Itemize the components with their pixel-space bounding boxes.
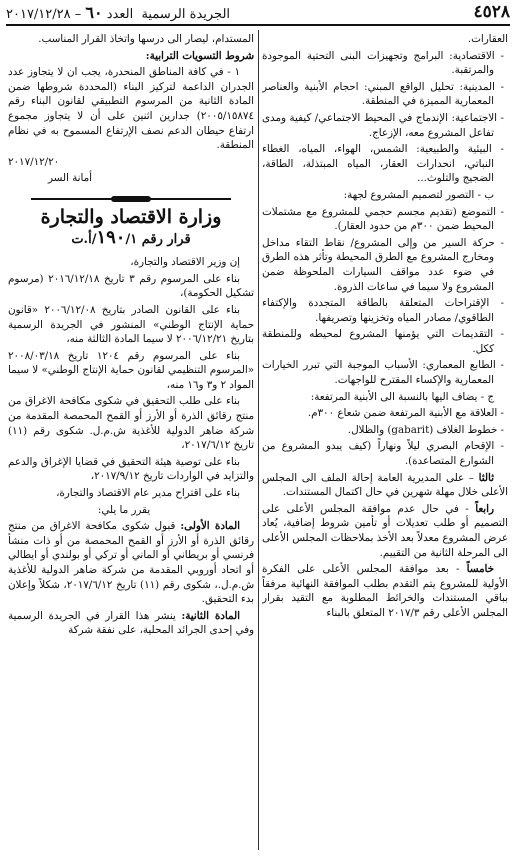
- decree-suffix: /١/أ.ت: [71, 231, 138, 247]
- section-divider-ornament: [31, 194, 231, 204]
- journal-name: الجريدة الرسمية: [141, 7, 231, 22]
- conditions-heading: شروط التسويات الترابية:: [145, 49, 254, 62]
- list-item: - الاجتماعية: الإندماج في المحيط الاجتماعي/ كيفية ومدى تفاعل المشروع معه، الإزعاج.: [262, 111, 504, 139]
- clause-label: ثالثا: [478, 471, 494, 484]
- issue-label: العدد: [106, 7, 134, 22]
- paragraph: بناء على توصية هيئة التحقيق في قضايا الإغراق والدعم والتزايد في الواردات تاريخ ٢٠١٧/٩/١٢،: [8, 455, 254, 483]
- list-item: - المدينية: تحليل الواقع المبني: احجام الأبنية والعناصر المعمارية المميزة في المنطقة.: [262, 80, 504, 108]
- list-item: - خطوط الغلاف (gabarit) والظلال.: [347, 423, 504, 436]
- clause-third: [262, 471, 508, 500]
- article-label: المادة الأولى:: [180, 520, 240, 533]
- paragraph: بناء على طلب التحقيق في شكوى مكافحة الاغراق من منتج رقائق الذرة أو الأرز أو القمح المحمصة المقدمة من شركة ضاهر الدولية للأغذية ش.م.ل. شكوى رقم (١١) تاريخ ٢٠١٧/٦/١٢،: [8, 395, 254, 452]
- list-item: - الإقحام البصري ليلاً ونهاراً (كيف يبدو المشروع من الشوارع المتصاعدة).: [262, 440, 504, 468]
- page-header: [6, 2, 510, 26]
- article-text: قبول شكوى مكافحة الاغراق من منتج رقائق الذرة أو الأرز أو القمح المحمصة من أو ذات منشأ فرنسي أو بريطاني أو الماني أو تركي أو بولندي أو ايطالي أو اتحاد أوروبي المقدمة من شركة ضاهر الدولية للأغذية ش.م.ل.، شكوى رقم (١١) تاريخ ٢٠١٧/٦/١٢، شكلاً وإعلان بدء التحقيق.: [8, 520, 254, 606]
- paragraph: المستدام، ليصار الى درسها واتخاذ القرار المناسب.: [38, 33, 254, 45]
- list-item: - التقديمات التي يؤمنها المشروع لمحيطه وللمنطقة ككل.: [262, 328, 504, 355]
- paragraph: بناء على المرسوم رقم ٣ تاريخ ٢٠١٦/١٢/١٨ (مرسوم تشكيل الحكومة)،: [8, 272, 254, 300]
- list-item: - الاقتصادية: البرامج وتجهيزات البنى التحتية الموجودة والمرتقبة.: [262, 49, 504, 77]
- decree-prefix: قرار رقم: [141, 231, 191, 247]
- clause-text: - في حال عدم موافقة المجلس الأعلى على التصميم أو طلب تعديلات أو تأمين شروط إضافية، يُعاد عرض المشروع معدلاً بعد الأخذ بملاحظات المجلس الأعلى الى المرحلة الثانية من التقييم.: [262, 502, 508, 559]
- paragraph: بناء على القانون الصادر بتاريخ ٢٠٠٦/١٢/٠٨ «قانون حماية الإنتاج الوطني» المنشور في الجريدة الرسمية بتاريخ ٢٠٠٦/١٢/٢١ لا سيما المادة الثالثة منه،: [8, 303, 254, 346]
- article-two: [8, 609, 254, 638]
- list-item: - العلاقة مع الأبنية المرتفعة ضمن شعاع ٣٠٠م.: [307, 407, 504, 420]
- issue-number: ٦٠: [85, 3, 103, 22]
- article-text: ينشر هذا القرار في الجريدة الرسمية وفي إحدى الجرائد المحلية، على نفقة شركة: [8, 609, 254, 637]
- paragraph: العقارات.: [467, 33, 508, 45]
- signature-date: ٢٠١٧/١٢/٢٠: [8, 155, 60, 168]
- left-column: [8, 32, 254, 850]
- list-item: - التموضع (تقديم مجسم حجمي للمشروع مع مشتملات المحيط ضمن ٣٠٠م من حدود العقار).: [262, 205, 504, 233]
- paragraph: بناء على اقتراح مدير عام الاقتصاد والتجارة،: [56, 487, 240, 500]
- ministry-title: وزارة الاقتصاد والتجارة: [40, 205, 222, 228]
- paragraph: بناء على المرسوم رقم ١٢٠٤ تاريخ ٢٠٠٨/٠٣/١٨ «المرسوم التنظيمي لقانون حماية الإنتاج الوطني» لا سيما المواد ٢ و٣ و١٦ منه،: [8, 349, 254, 391]
- clause-fifth: [262, 562, 508, 620]
- paragraph: ١ - في كافة المناطق المنحدرة، يجب ان لا يتجاوز عدد الجدران الداعمة لتركيز البناء (المحددة شروطها ضمن المادة الثانية من المرسوم التطبيقي لقانون البناء رقم ٢٠٠٥/١٥٨٧٤) جدارين اثنين على أن لا يتجاوز مجموع ارتفاع حيطان الدعم نصف الإرتفاع المسموح به في نظام المنطقة.: [8, 66, 254, 152]
- page-number: ٤٥٢٨: [473, 2, 510, 22]
- section-c-heading: ج - يضاف اليها بالنسبة الى الأبنية المرتفعة:: [310, 390, 494, 403]
- decree-number: ١٩٠: [96, 226, 126, 248]
- clause-text: - بعد موافقة المجلس الأعلى على الفكرة الأولية للمشروع يتم التقدم بطلب الموافقة النهائية مرفقاً بباقي المستندات والخرائط المطلوبة مع التقيد بقرار المجلس الأعلى رقم ٢٠١٧/٣ المتعلق بالبناء: [262, 563, 508, 619]
- column-divider: [258, 30, 259, 850]
- list-item: - البيئية والطبيعية: الشمس، الهواء، المياه، الغطاء النباتي، انحدارات العقار، المياه المبتذلة، الطاقة، الضجيج والتلوث...: [262, 143, 504, 185]
- list-item: - حركة السير من وإلى المشروع/ نقاط التقاء مداخل ومخارج المشروع مع الطرق المحيطة وتأثر هذه الطرق في ضوء عدد مواقف السيارات الملحوظة ضمن المشروع ولا سيما في ساعات الذروة.: [262, 236, 504, 293]
- clause-fourth: [262, 502, 508, 560]
- paragraph: إن وزير الاقتصاد والتجارة،: [130, 256, 240, 269]
- section-b-heading: ب - التصور لتصميم المشروع لجهة:: [343, 188, 494, 201]
- article-one: [8, 519, 254, 607]
- decree-title: [8, 226, 254, 248]
- right-column: [262, 32, 508, 850]
- running-head: الجريدة الرسمية العدد ٦٠ – ٢٠١٧/١٢/٢٨: [6, 3, 231, 22]
- clause-label: رابعاً: [475, 502, 494, 515]
- list-item: - الطابع المعماري: الأسباب الموجبة التي تبرر الخيارات المعمارية والإكساء المقترح للواجهات.: [262, 359, 504, 387]
- issue-date: ٢٠١٧/١٢/٢٨: [6, 7, 71, 22]
- article-label: المادة الثانية:: [181, 609, 240, 622]
- clause-label: خامساً: [466, 563, 494, 576]
- signature-name: أمانة السر: [48, 172, 93, 185]
- decides-heading: يقرر ما يلي:: [97, 503, 151, 516]
- list-item: - الإقتراحات المتعلقة بالطاقة المتجددة والإكتفاء الطاقوي/ مصادر المياه وتخزينها وتصريفها.: [262, 297, 504, 324]
- clause-text: – على المديرية العامة إحالة الملف الى المجلس الأعلى خلال مهلة شهرين في حال اكتمال المستندات.: [262, 471, 508, 499]
